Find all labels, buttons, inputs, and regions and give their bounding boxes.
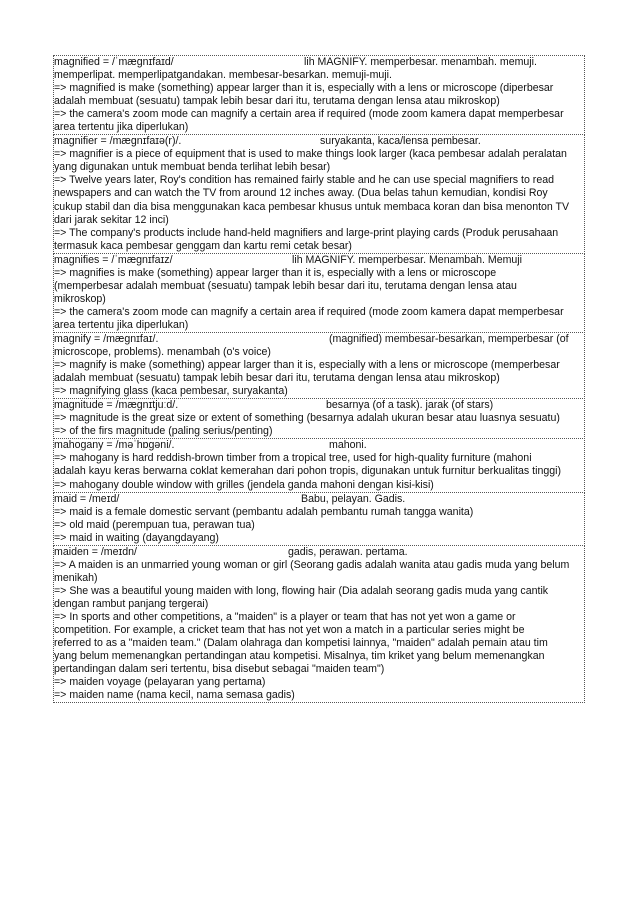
entry-line: area tertentu jika diperlukan): [54, 121, 189, 134]
entry-line: adalah membuat (sesuatu) tampak lebih besar dari itu, terutama dengan lensa atau mikroskop): [54, 95, 500, 108]
entry-line: dengan rambut panjang tergerai): [54, 597, 209, 610]
entry-line: => maiden name (nama kecil, nama semasa gadis): [54, 689, 295, 702]
entry-line: yang digunakan untuk membuat benda terlihat lebih besar): [54, 161, 331, 174]
entry-line: => She was a beautiful young maiden with long, flowing hair (Dia adalah seorang gadis muda yang cantik: [54, 584, 549, 597]
entry-headword-row: [54, 439, 584, 452]
entry-headword-row: [54, 333, 584, 346]
entry-line: (memperbesar adalah membuat (sesuatu) tampak lebih besar dari itu, terutama dengan lensa atau: [54, 279, 517, 292]
entry-translation: mahoni.: [329, 439, 367, 452]
entry-line: => magnifier is a piece of equipment that is used to make things look larger (kaca pembesar adalah peralatan: [54, 148, 567, 161]
entry-line: referred to as a "maiden team." (Dalam olahraga dan kompetisi lainnya, "maiden" adalah pemain atau tim: [54, 637, 548, 650]
entry-line: => A maiden is an unmarried young woman or girl (Seorang gadis adalah wanita atau gadis muda yang belum: [54, 558, 570, 571]
entry-line: => magnified is make (something) appear larger than it is, especially with a lens or microscope (diperbesar: [54, 82, 554, 95]
entry-line: => the camera's zoom mode can magnify a certain area if required (mode zoom kamera dapat memperbesar: [54, 305, 564, 318]
entry-magnitude: [53, 398, 585, 439]
dictionary-document: [53, 56, 585, 703]
entry-line: => magnifies is make (something) appear larger than it is, especially with a lens or microscope: [54, 266, 497, 279]
entry-magnified: [53, 55, 585, 135]
entry-line: cukup stabil dan dia bisa menggunakan kaca pembesar khusus untuk membaca koran dan bisa menonton TV: [54, 200, 570, 213]
entry-translation: lih MAGNIFY. memperbesar. Menambah. Memuji: [292, 253, 523, 266]
entry-line: => old maid (perempuan tua, perawan tua): [54, 518, 255, 531]
entry-line: mikroskop): [54, 292, 106, 305]
entry-maid: [53, 492, 585, 546]
entry-line: area tertentu jika diperlukan): [54, 318, 189, 331]
entry-headword: mahogany = /məˈhɒɡəni/.: [54, 439, 175, 452]
entry-translation: gadis, perawan. pertama.: [288, 545, 408, 558]
entry-line: => magnifying glass (kaca pembesar, suryakanta): [54, 385, 288, 398]
entry-headword-row: [54, 254, 584, 267]
entry-line: => of the firs magnitude (paling serius/penting): [54, 425, 273, 438]
entry-line: newspapers and can watch the TV from around 12 inches away. (Dua belas tahun kemudian, kondisi Roy: [54, 187, 548, 200]
entry-translation: lih MAGNIFY. memperbesar. menambah. memuji.: [304, 56, 537, 68]
entry-headword-row: [54, 493, 584, 506]
entry-headword-row: [54, 135, 584, 148]
entry-headword: magnified = /ˈmæɡnɪfaɪd/: [54, 56, 174, 68]
entry-line: microscope, problems). menambah (o's voice): [54, 346, 271, 359]
entry-headword-row: [54, 56, 584, 69]
entry-mahogany: [53, 438, 585, 492]
entry-translation: (magnified) membesar-besarkan, memperbesar (of: [329, 332, 569, 345]
entry-headword-row: [54, 399, 584, 412]
entry-translation: Babu, pelayan. Gadis.: [301, 492, 406, 505]
entry-line: => magnitude is the great size or extent of something (besarnya adalah ukuran besar atau luasnya sesuatu): [54, 412, 560, 425]
entry-line: memperlipat. memperlipatgandakan. membesar-besarkan. memuji-muji.: [54, 69, 392, 82]
entry-headword: maiden = /meɪdn/: [54, 545, 137, 558]
entry-magnify: [53, 332, 585, 399]
entry-line: => In sports and other competitions, a "maiden" is a player or team that has not yet won a game or: [54, 610, 516, 623]
entry-magnifies: [53, 253, 585, 333]
entry-line: => maid in waiting (dayangdayang): [54, 531, 219, 544]
entry-line: competition. For example, a cricket team that has not yet won a match in a particular series might be: [54, 624, 525, 637]
entry-line: => mahogany double window with grilles (jendela ganda mahoni dengan kisi-kisi): [54, 478, 434, 491]
entry-headword-row: [54, 546, 584, 559]
entry-magnifier: [53, 134, 585, 253]
entry-line: termasuk kaca pembesar genggam dan kartu remi cetak besar): [54, 239, 352, 252]
entry-line: => mahogany is hard reddish-brown timber from a tropical tree, used for high-quality furniture (mahoni: [54, 452, 532, 465]
entry-line: menikah): [54, 571, 98, 584]
entry-headword: magnitude = /mæɡnɪtjuːd/.: [54, 399, 179, 412]
entry-headword: magnifies = /ˈmæɡnɪfaɪz/: [54, 253, 173, 266]
entry-line: => maid is a female domestic servant (pembantu adalah pembantu rumah tangga wanita): [54, 505, 474, 518]
entry-line: => The company's products include hand-held magnifiers and large-print playing cards (Produk perusahaan: [54, 226, 559, 239]
entry-maiden: [53, 545, 585, 704]
entry-line: yang belum memenangkan pertandingan atau kompetisi. Misalnya, tim kriket yang belum memenangkan: [54, 650, 545, 663]
entry-line: => the camera's zoom mode can magnify a certain area if required (mode zoom kamera dapat memperbesar: [54, 108, 564, 121]
entry-line: pertandingan dalam seri tertentu, bisa disebut sebagai "maiden team"): [54, 663, 385, 676]
entry-line: => maiden voyage (pelayaran yang pertama): [54, 676, 266, 689]
entry-translation: suryakanta, kaca/lensa pembesar.: [320, 135, 481, 148]
entry-translation: besarnya (of a task). jarak (of stars): [326, 399, 494, 412]
entry-headword: magnify = /mæɡnɪfaɪ/.: [54, 332, 159, 345]
entry-headword: magnifier = /mæɡnɪfaɪə(r)/.: [54, 135, 182, 148]
entry-line: adalah kayu keras berwarna coklat kemerahan dari pohon tropis, digunakan untuk furnitur berkualitas tinggi): [54, 465, 562, 478]
entry-line: adalah membuat (sesuatu) tampak lebih besar dari itu, terutama dengan lensa atau mikroskop): [54, 372, 500, 385]
entry-line: dari jarak sekitar 12 inci): [54, 213, 169, 226]
entry-line: => Twelve years later, Roy's condition has remained fairly stable and he can use special magnifiers to read: [54, 174, 555, 187]
entry-line: => magnify is make (something) appear larger than it is, especially with a lens or microscope (memperbesar: [54, 359, 560, 372]
entry-headword: maid = /meɪd/: [54, 492, 120, 505]
